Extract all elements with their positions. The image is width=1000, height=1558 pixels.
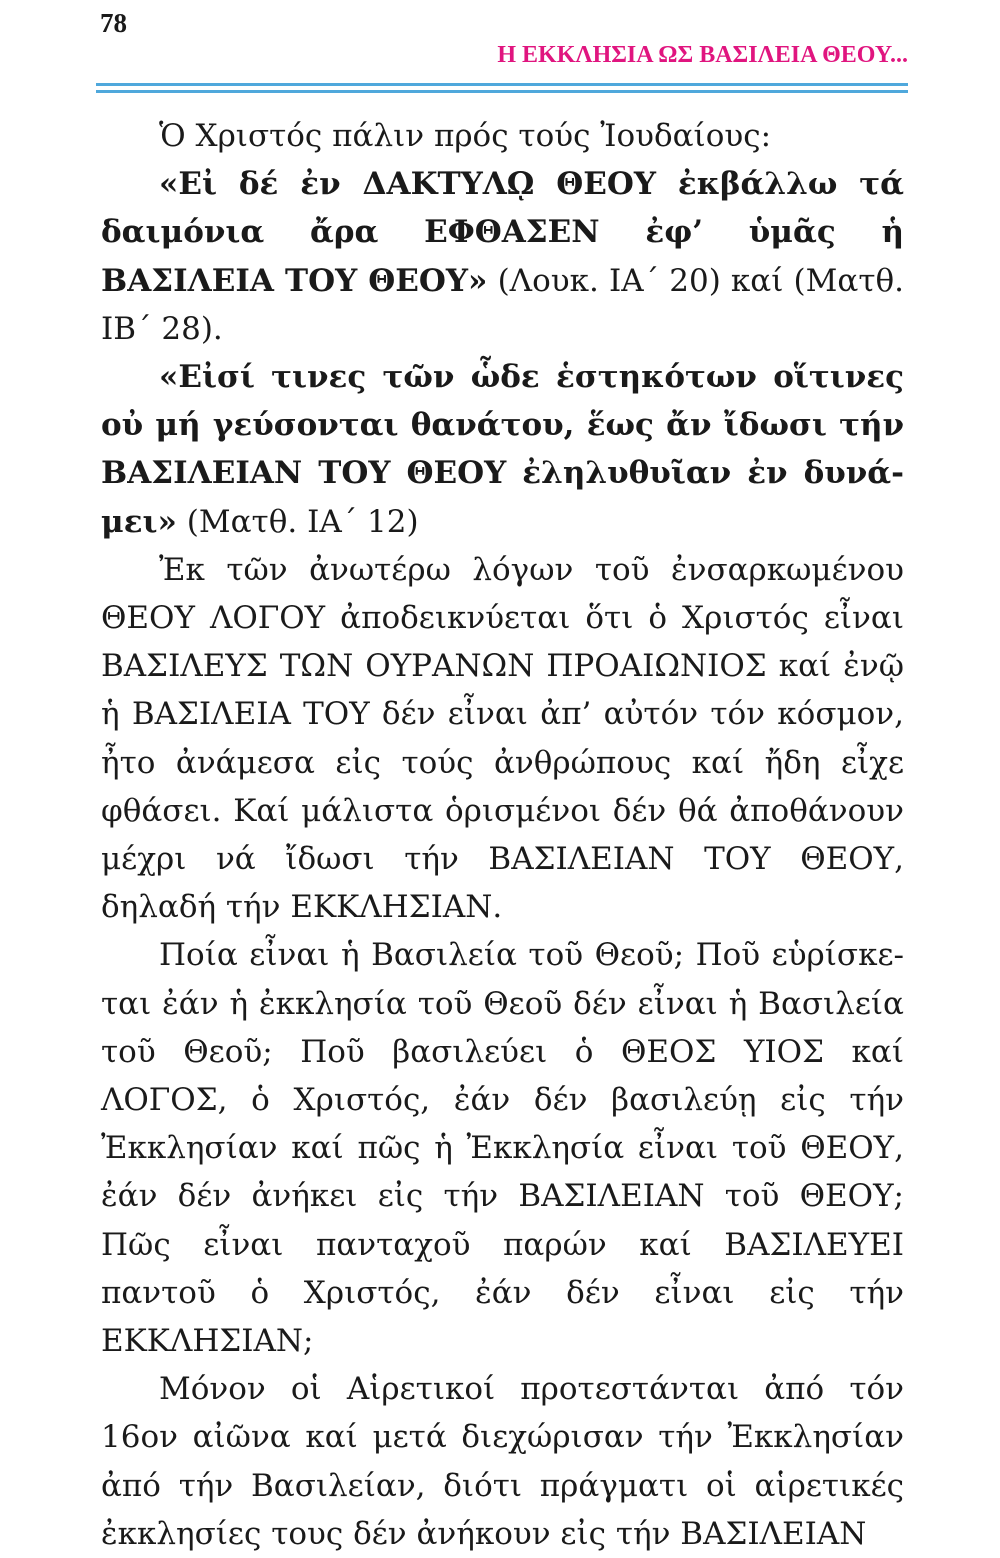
quote-paragraph: [101, 353, 904, 546]
scripture-reference: (Λουκ. ΙΑ΄ 20) καί (Ματθ. ΙΒ΄ 28).: [101, 262, 904, 347]
quote-paragraph: [101, 160, 904, 353]
paragraph: [101, 1365, 904, 1558]
body-text: [101, 112, 904, 1558]
paragraph-text: Μόνον οἱ Αἱρετικοί προτεστάνται ἀπό τόν 16ον αἰῶνα καί μετά διεχώρισαν τήν Ἐκκλησίαν ἀπό τήν Βασιλείαν, διότι πράγματι οἱ αἱρετικές ἐκκλησίες τους δέν ἀνήκουν εἰς τήν ΒΑΣΙΛΕΙΑΝ: [101, 1371, 904, 1552]
paragraph: [101, 546, 904, 932]
paragraph: [101, 112, 904, 160]
scripture-reference: (Ματθ. ΙΑ΄ 12): [176, 503, 419, 540]
header-rule-top: [96, 83, 908, 86]
page-number: 78: [100, 8, 127, 38]
header-rule-bottom: [96, 90, 908, 93]
paragraph: [101, 931, 904, 1365]
scripture-quote: «Εἰ δέ ἐν ΔΑΚΤΥΛῼ ΘΕΟΥ ἐκβάλλω τά δαιμόνια ἄρα ΕΦΘΑΣΕΝ ἐφ’ ὑμᾶς ἡ ΒΑΣΙΛΕΙΑ ΤΟΥ ΘΕΟΥ»: [101, 166, 904, 299]
scripture-quote: «Εἰσί τινες τῶν ὧδε ἑστηκότων οἵτινες οὐ μή γεύσονται θανάτου, ἕως ἄν ἴδωσι τήν ΒΑΣΙΛΕΙΑΝ ΤΟΥ ΘΕΟΥ ἐληλυθυῖαν ἐν δυνάμει»: [101, 359, 904, 540]
paragraph-text: Ἐκ τῶν ἀνωτέρω λόγων τοῦ ἐνσαρκωμένου ΘΕΟΥ ΛΟΓΟΥ ἀποδεικνύεται ὅτι ὁ Χριστός εἶναι ΒΑΣΙΛΕΥΣ ΤΩΝ ΟΥΡΑΝΩΝ ΠΡΟΑΙΩΝΙΟΣ καί ἐνῷ ἡ ΒΑΣΙΛΕΙΑ ΤΟΥ δέν εἶναι ἀπ’ αὐτόν τόν κόσμον, ἦτο ἀνάμεσα εἰς τούς ἀνθρώπους καί ἤδη εἶχε φθάσει. Καί μάλιστα ὁρισμένοι δέν θά ἀποθάνουν μέχρι νά ἴδωσι τήν ΒΑΣΙΛΕΙΑΝ ΤΟΥ ΘΕΟΥ, δηλαδή τήν ΕΚΚΛΗΣΙΑΝ.: [101, 551, 904, 926]
running-title: Η ΕΚΚΛΗΣΙΑ ΩΣ ΒΑΣΙΛΕΙΑ ΘΕΟΥ...: [497, 42, 908, 68]
paragraph-text: Ὁ Χριστός πάλιν πρός τούς Ἰουδαίους:: [159, 118, 772, 154]
paragraph-text: Ποία εἶναι ἡ Βασιλεία τοῦ Θεοῦ; Ποῦ εὑρίσκεται ἐάν ἡ ἐκκλησία τοῦ Θεοῦ δέν εἶναι ἡ Βασιλεία τοῦ Θεοῦ; Ποῦ βασιλεύει ὁ ΘΕΟΣ ΥΙΟΣ καί ΛΟΓΟΣ, ὁ Χριστός, ἐάν δέν βασιλεύῃ εἰς τήν Ἐκκλησίαν καί πῶς ἡ Ἐκκλησία εἶναι τοῦ ΘΕΟΥ, ἐάν δέν ἀνήκει εἰς τήν ΒΑΣΙΛΕΙΑΝ τοῦ ΘΕΟΥ; Πῶς εἶναι πανταχοῦ παρών καί ΒΑΣΙΛΕΥΕΙ παντοῦ ὁ Χριστός, ἐάν δέν εἶναι εἰς τήν ΕΚΚΛΗΣΙΑΝ;: [101, 937, 904, 1360]
